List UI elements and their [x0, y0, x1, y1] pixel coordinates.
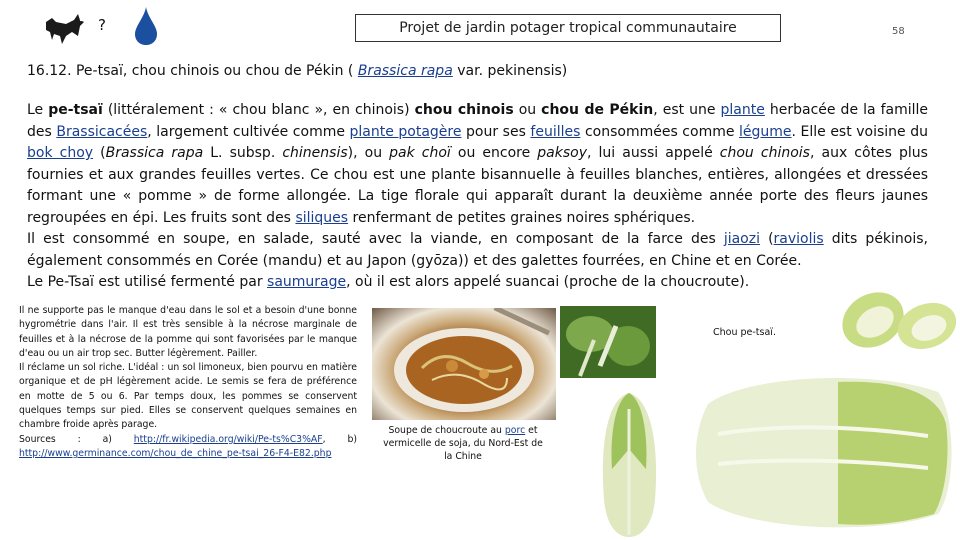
text: herbacée de la famille des	[27, 102, 928, 140]
source-link-wikipedia[interactable]: http://fr.wikipedia.org/wiki/Pe-ts%C3%AF	[133, 433, 323, 445]
italic-term: paksoy	[537, 145, 587, 161]
text: (littéralement : « chou blanc », en chinois)	[102, 102, 415, 118]
text: , lui aussi appelé	[587, 145, 720, 161]
link-jiaozi[interactable]: jiaozi	[723, 231, 760, 247]
text: et vermicelle de soja, du Nord-Est de la Chine	[383, 425, 543, 462]
link-brassicacees[interactable]: Brassicacées	[56, 123, 148, 140]
note-1: Il ne supporte pas le manque d'eau dans le sol et a besoin d'une bonne hygrométrie dans l'air. Il est très sensible à la nécrose marginale de feuilles et à la nécrose de la pomme qui sont favorisées par le manque d'eau ou un air trop sec. Butter légèrement. Pailler.	[19, 305, 357, 359]
link-raviolis[interactable]: raviolis	[773, 231, 824, 247]
sources-label: Sources : a)	[19, 433, 112, 445]
text: . Elle est voisine du	[791, 123, 928, 140]
italic-term: Brassica rapa	[105, 145, 204, 161]
text: Le	[27, 102, 49, 118]
cabbage-upright-photo	[596, 389, 663, 540]
link-feuilles[interactable]: feuilles	[530, 123, 581, 140]
text: (	[93, 145, 106, 161]
text: , largement cultivée comme	[147, 123, 350, 140]
text: dits pékinois, également consommés en Corée (mandu) et au Japon (gyōza)) et des galettes fourrées, en Chine et en Corée.	[27, 231, 928, 269]
text: , est une	[653, 102, 721, 118]
term: chou chinois	[414, 102, 514, 118]
text: L. subsp.	[203, 145, 283, 161]
page-number: 58	[892, 26, 905, 37]
animal-icon	[44, 12, 86, 46]
paragraph-3	[27, 272, 928, 294]
heading-prefix: 16.12. Pe-tsaï, chou chinois ou chou de Pékin (	[27, 63, 354, 79]
italic-term: chou chinois	[719, 145, 810, 161]
cabbage-lying-photo	[688, 364, 960, 540]
text: ou encore	[450, 145, 538, 161]
main-text	[27, 100, 928, 294]
link-plante[interactable]: plante	[720, 102, 765, 118]
text: renfermant de petites graines noires sphériques.	[348, 209, 696, 226]
link-porc[interactable]: porc	[504, 425, 526, 436]
link-bok-choy[interactable]: bok choy	[27, 145, 94, 161]
paragraph-1	[27, 100, 928, 229]
text: , b)	[322, 433, 357, 445]
term: pe-tsaï	[48, 102, 103, 118]
heading-suffix: var. pekinensis)	[457, 63, 568, 79]
text: ), ou	[347, 145, 390, 161]
paragraph-2	[27, 229, 928, 272]
bok-choy-photo	[560, 306, 656, 378]
text: (	[760, 231, 774, 247]
cabbage-caption: Chou pe-tsaï.	[713, 327, 776, 338]
italic-term: pak choï	[389, 145, 451, 161]
link-siliques[interactable]: siliques	[295, 209, 349, 226]
text: ou	[513, 102, 542, 118]
italic-term: chinensis	[282, 145, 348, 161]
cultivation-notes	[19, 304, 357, 461]
link-saumurage[interactable]: saumurage	[267, 274, 347, 290]
page-title: Projet de jardin potager tropical communautaire	[355, 14, 781, 42]
link-legume[interactable]: légume	[739, 123, 792, 140]
text: Le Pe-Tsaï est utilisé fermenté par	[27, 274, 268, 290]
text: pour ses	[461, 123, 531, 140]
source-link-germinance[interactable]: http://www.germinance.com/chou_de_chine_pe-tsai_26-F4-E82.php	[19, 447, 332, 459]
link-plante-potagere[interactable]: plante potagère	[349, 123, 462, 140]
soup-photo	[372, 308, 556, 420]
sources	[19, 433, 357, 462]
text: consommées comme	[580, 123, 740, 140]
text: Soupe de choucroute au	[388, 425, 505, 436]
term: chou de Pékin	[541, 102, 654, 118]
text: Il est consommé en soupe, en salade, sauté avec la viande, en composant de la farce des	[27, 231, 724, 247]
question-mark: ?	[98, 16, 106, 34]
heading-link[interactable]: Brassica rapa	[357, 63, 453, 79]
section-heading	[27, 63, 567, 79]
cabbage-halves-photo	[835, 284, 960, 354]
note-2: Il réclame un sol riche. L'idéal : un sol limoneux, bien pourvu en matière organique et de pH légèrement acide. Le semis se fera de préférence en motte de 5 ou 6. Par temps doux, les pommes se conservent quelques temps sur pied. Elles se conservent quelques semaines en chambre froide après parage.	[19, 362, 357, 431]
text: , aux côtes plus fournies et aux grandes feuilles vertes. Ce chou est une plante bisannuelle à feuilles blanches, entières, allongées et dressées formant une « pomme » de forme allongée. La tige florale qui apparaît durant la deuxième année porte des fleurs jaunes regroupées en épi. Les fruits sont des	[27, 145, 928, 226]
water-drop-icon	[132, 6, 160, 46]
soup-caption	[378, 424, 548, 463]
text: , où il est alors appelé suancai (proche de la choucroute).	[346, 274, 750, 290]
